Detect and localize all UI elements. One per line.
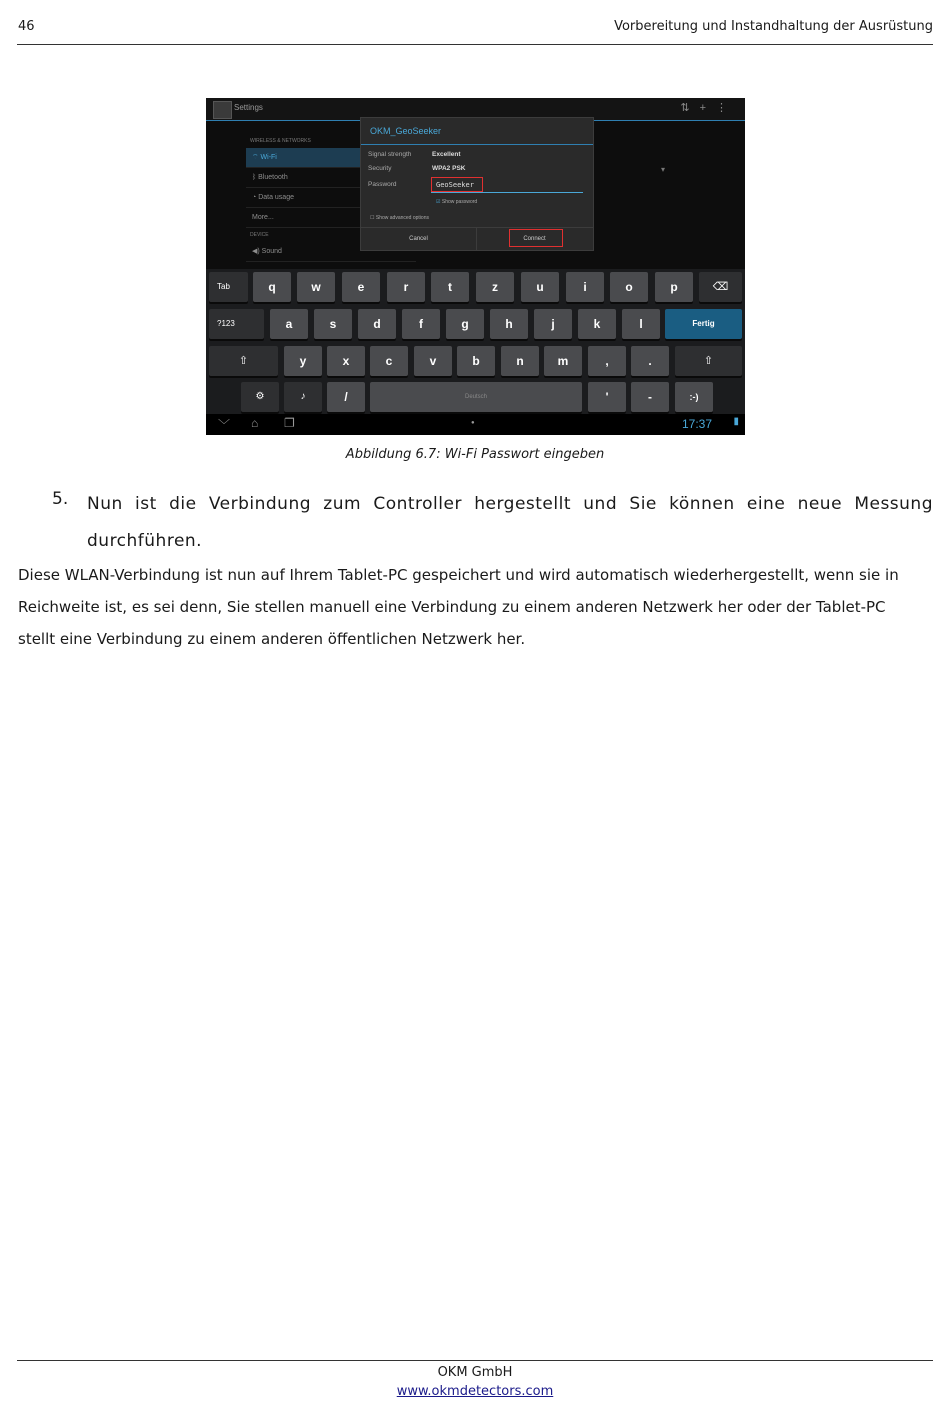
app-title: Settings	[234, 103, 263, 112]
connect-highlight	[509, 229, 563, 247]
list-item-text: Nun ist die Verbindung zum Controller hergestellt und Sie können eine neue Messung durchführen.	[87, 494, 933, 551]
key: k	[578, 309, 616, 339]
settings-app-icon	[213, 101, 232, 119]
key: z	[476, 272, 514, 302]
space-bar: Deutsch	[370, 382, 582, 412]
key: o	[610, 272, 648, 302]
password-input: GeoSeeker	[431, 177, 483, 192]
page-number: 46	[18, 19, 35, 34]
key: v	[414, 346, 452, 376]
key: s	[314, 309, 352, 339]
key: '	[588, 382, 626, 412]
key: .	[631, 346, 669, 376]
home-icon: ⌂	[251, 416, 259, 430]
section-title: Vorbereitung und Instandhaltung der Ausrüstung	[614, 19, 933, 34]
security-label: Security	[368, 165, 392, 172]
connect-button: Connect	[523, 236, 546, 242]
footer-rule	[17, 1360, 933, 1361]
dialog-title: OKM_GeoSeeker	[361, 118, 593, 145]
wifi-icon: ⌔	[252, 154, 261, 161]
settings-item-data-usage: ◔ Data usage	[246, 188, 416, 208]
shift-icon: ⇧	[209, 346, 278, 376]
sound-icon: ◀)	[252, 248, 262, 255]
key: w	[297, 272, 335, 302]
device-section-header: DEVICE	[250, 232, 269, 238]
settings-item-bluetooth: ᛒ Bluetooth	[246, 168, 416, 188]
key: d	[358, 309, 396, 339]
recent-apps-icon: ❐	[284, 416, 295, 430]
key: e	[342, 272, 380, 302]
footer-website-link[interactable]: www.okmdetectors.com	[396, 1384, 554, 1399]
key-symbols: ?123	[209, 309, 264, 339]
key: ,	[588, 346, 626, 376]
key: f	[402, 309, 440, 339]
hide-keyboard-icon: ﹀	[218, 418, 231, 432]
list-number: 5.	[52, 489, 69, 509]
key: a	[270, 309, 308, 339]
key: h	[490, 309, 528, 339]
tablet-screenshot	[206, 98, 745, 435]
microphone-icon: ♪	[284, 382, 322, 412]
key: -	[631, 382, 669, 412]
show-password-checkbox: ☑ Show password	[436, 199, 478, 205]
signal-label: Signal strength	[368, 151, 412, 158]
battery-icon: ▮	[733, 416, 739, 427]
key: x	[327, 346, 365, 376]
key: l	[622, 309, 660, 339]
shift-icon: ⇧	[675, 346, 742, 376]
wifi-dialog	[360, 117, 594, 251]
key: m	[544, 346, 582, 376]
settings-item-more: More...	[246, 208, 416, 228]
figure-caption: Abbildung 6.7: Wi-Fi Passwort eingeben	[345, 447, 605, 462]
body-paragraph: Diese WLAN-Verbindung ist nun auf Ihrem Tablet-PC gespeichert und wird automatisch wiederhergestellt, wenn sie in Reichweite ist, es sei denn, Sie stellen manuell eine Verbindung zu einem anderen Netzwerk her oder der Tablet-PC stellt eine Verbindung zu einem anderen öffentlichen Netzwerk her.	[18, 566, 899, 648]
footer-company: OKM GmbH	[437, 1365, 513, 1380]
header-rule	[17, 44, 933, 45]
key-done: Fertig	[665, 309, 742, 339]
security-value: WPA2 PSK	[432, 165, 466, 172]
settings-key-icon: ⚙	[241, 382, 279, 412]
key: /	[327, 382, 365, 412]
backspace-icon: ⌫	[699, 272, 742, 302]
key: q	[253, 272, 291, 302]
key: b	[457, 346, 495, 376]
password-underline	[431, 192, 583, 193]
key: g	[446, 309, 484, 339]
key: y	[284, 346, 322, 376]
key: r	[387, 272, 425, 302]
key: j	[534, 309, 572, 339]
settings-item-sound: ◀) Sound	[246, 242, 416, 262]
key-tab: Tab	[209, 272, 248, 302]
bluetooth-icon: ᛒ	[252, 174, 259, 181]
signal-value: Excellent	[432, 151, 461, 158]
key: i	[566, 272, 604, 302]
advanced-options-checkbox: ☐ Show advanced options	[370, 215, 429, 221]
data-usage-icon: ◔	[252, 194, 259, 201]
key: c	[370, 346, 408, 376]
key: u	[521, 272, 559, 302]
dot-icon: ●	[471, 420, 475, 426]
wireless-section-header: WIRELESS & NETWORKS	[250, 138, 311, 144]
key: n	[501, 346, 539, 376]
password-label: Password	[368, 181, 397, 188]
key: p	[655, 272, 693, 302]
system-navbar	[206, 414, 745, 435]
cancel-button: Cancel	[361, 228, 477, 250]
settings-item-wifi: ⌔ Wi-Fi	[246, 148, 416, 168]
key: :-)	[675, 382, 713, 412]
wifi-signal-icon: ▾	[661, 165, 666, 174]
key: t	[431, 272, 469, 302]
onscreen-keyboard	[206, 269, 745, 414]
clock: 17:37	[681, 417, 712, 431]
action-icons: ⇅+⋮	[680, 102, 737, 114]
